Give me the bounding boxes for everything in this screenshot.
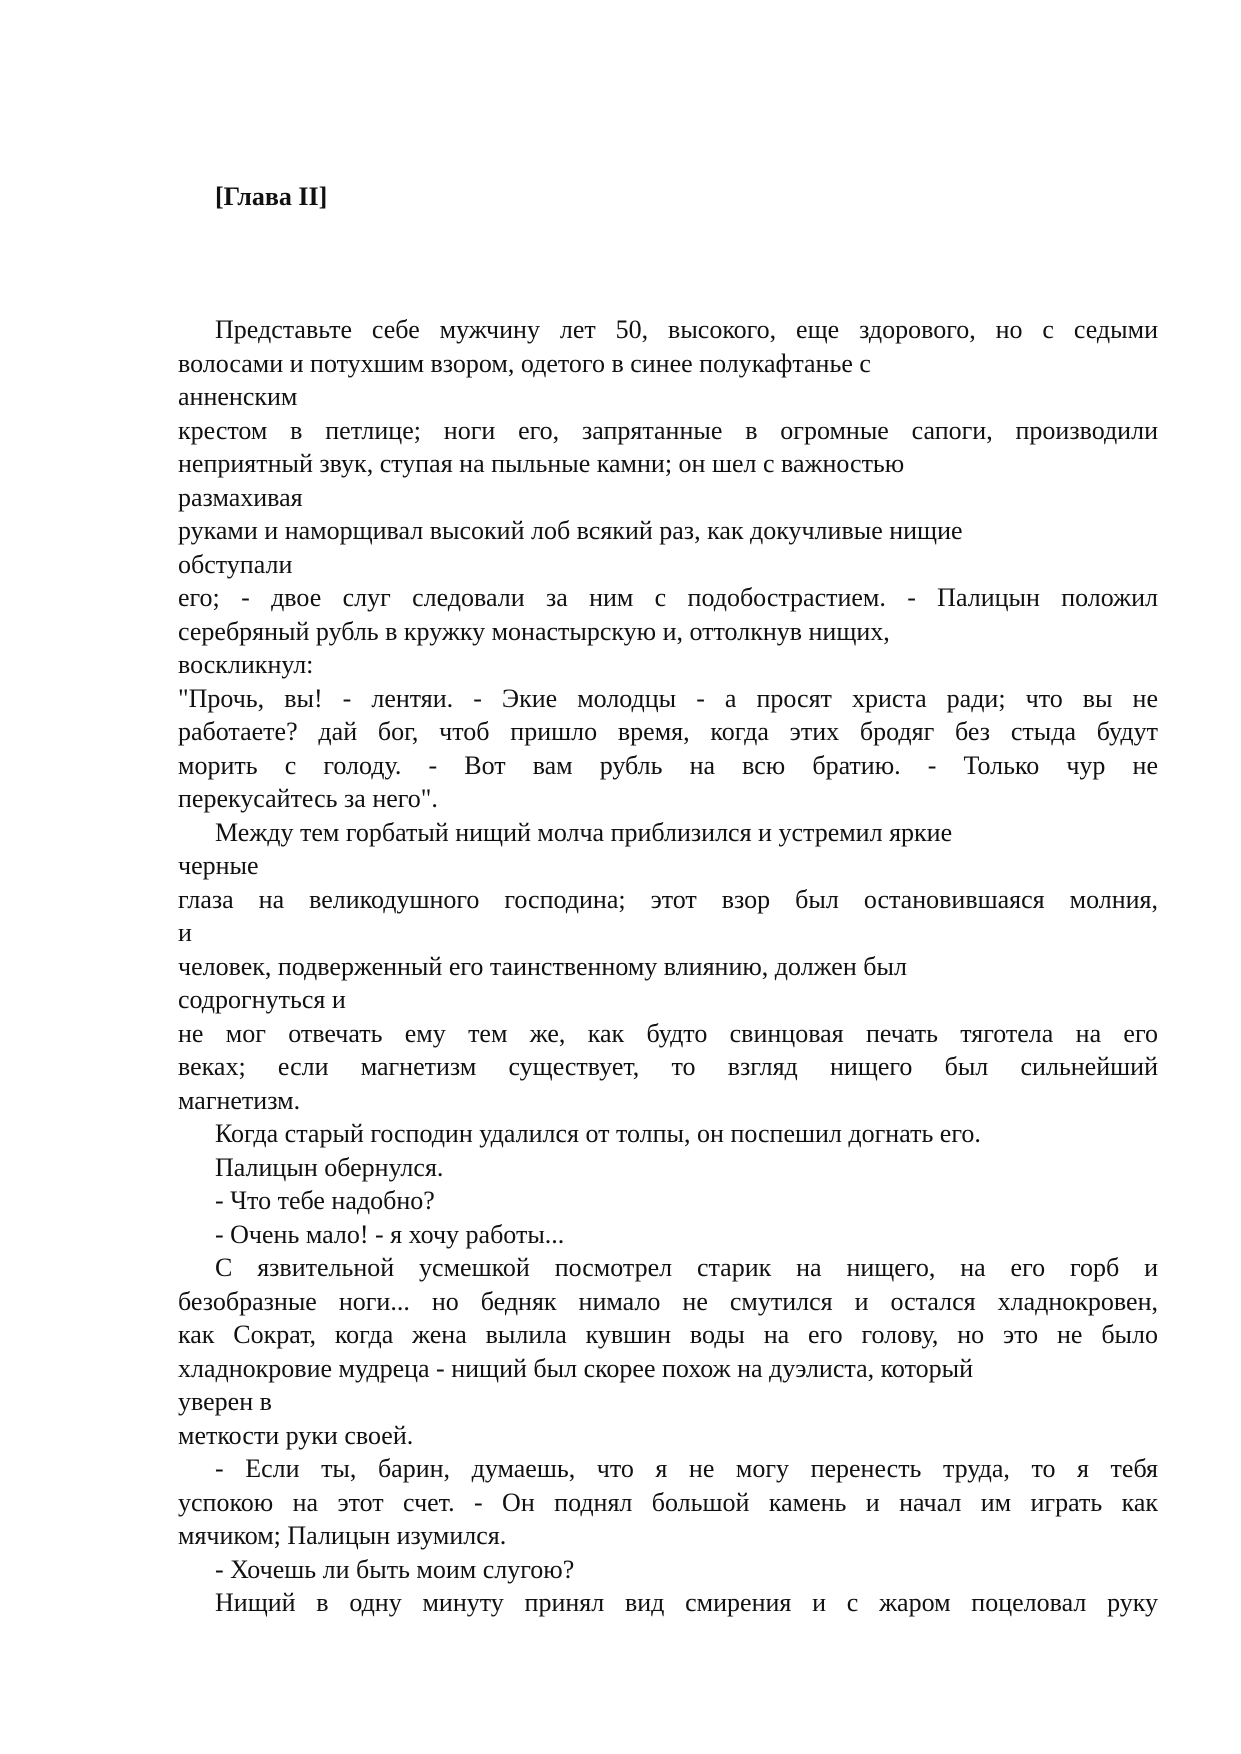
text-line: - Что тебе надобно? (215, 1186, 435, 1215)
text-line: воскликнул: (178, 650, 314, 679)
text-line: работаете? дай бог, чтоб пришло время, когда этих бродяг без стыда будут (178, 717, 1158, 746)
chapter-heading: [Глава II] (215, 182, 328, 211)
text-line: веках; если магнетизм существует, то взгляд нищего был сильнейший (178, 1052, 1158, 1081)
text-line: человек, подверженный его таинственному влиянию, должен был (178, 951, 907, 981)
text-line: магнетизм. (178, 1085, 301, 1115)
text-line: руками и наморщивал высокий лоб всякий раз, как докучливые нищие (178, 516, 963, 545)
text-line: хладнокровие мудреца - нищий был скорее похож на дуэлиста, который (178, 1353, 973, 1383)
text-line: безобразные ноги... но бедняк нимало не смутился и остался хладнокровен, (178, 1286, 1158, 1316)
text-line: неприятный звук, ступая на пыльные камни; он шел с важностью (178, 449, 905, 478)
text-line: обступали (178, 549, 293, 579)
text-line: перекусайтесь за него". (178, 784, 438, 813)
text-line: успокою на этот счет. - Он поднял большой камень и начал им играть как (178, 1487, 1158, 1517)
text-line: серебряный рубль в кружку монастырскую и, оттолкнув нищих, (178, 616, 890, 646)
text-line: анненским (178, 382, 298, 411)
text-line: его; - двое слуг следовали за ним с подобострастием. - Палицын положил (178, 583, 1158, 612)
text-line: уверен в (178, 1387, 272, 1416)
text-line: Палицын обернулся. (215, 1152, 444, 1182)
text-line: глаза на великодушного господина; этот взор был остановившаяся молния, (178, 884, 1158, 914)
text-line: морить с голоду. - Вот вам рубль на всю братию. - Только чур не (178, 750, 1158, 780)
text-line: меткости руки своей. (178, 1420, 414, 1450)
text-line: волосами и потухшим взором, одетого в синее полукафтанье с (178, 348, 871, 378)
text-line: - Если ты, барин, думаешь, что я не могу перенесть труда, то я тебя (215, 1454, 1158, 1483)
text-line: содрогнуться и (178, 985, 346, 1014)
text-line: и (178, 918, 192, 947)
text-line: С язвительной усмешкой посмотрел старик на нищего, на его горб и (215, 1253, 1158, 1282)
text-line: мячиком; Палицын изумился. (178, 1521, 507, 1550)
chapter-body (178, 313, 1158, 1620)
text-line: Между тем горбатый нищий молча приблизился и устремил яркие (215, 817, 953, 847)
text-line: Нищий в одну минуту принял вид смирения и с жаром поцеловал руку (215, 1588, 1158, 1617)
text-line: не мог отвечать ему тем же, как будто свинцовая печать тяготела на его (178, 1018, 1158, 1048)
text-line: "Прочь, вы! - лентяи. - Экие молодцы - а просят христа ради; что вы не (178, 683, 1158, 713)
text-line: размахивая (178, 482, 303, 512)
text-line: - Хочешь ли быть моим слугою? (215, 1554, 575, 1584)
text-line: черные (178, 851, 259, 880)
text-line: - Очень мало! - я хочу работы... (215, 1219, 565, 1249)
text-line: крестом в петлице; ноги его, запрятанные в огромные сапоги, производили (178, 415, 1158, 445)
text-line: как Сократ, когда жена вылила кувшин воды на его голову, но это не было (178, 1320, 1158, 1349)
text-line: Когда старый господин удалился от толпы, он поспешил догнать его. (215, 1119, 981, 1148)
text-line: Представьте себе мужчину лет 50, высокого, еще здорового, но с седыми (215, 315, 1158, 344)
